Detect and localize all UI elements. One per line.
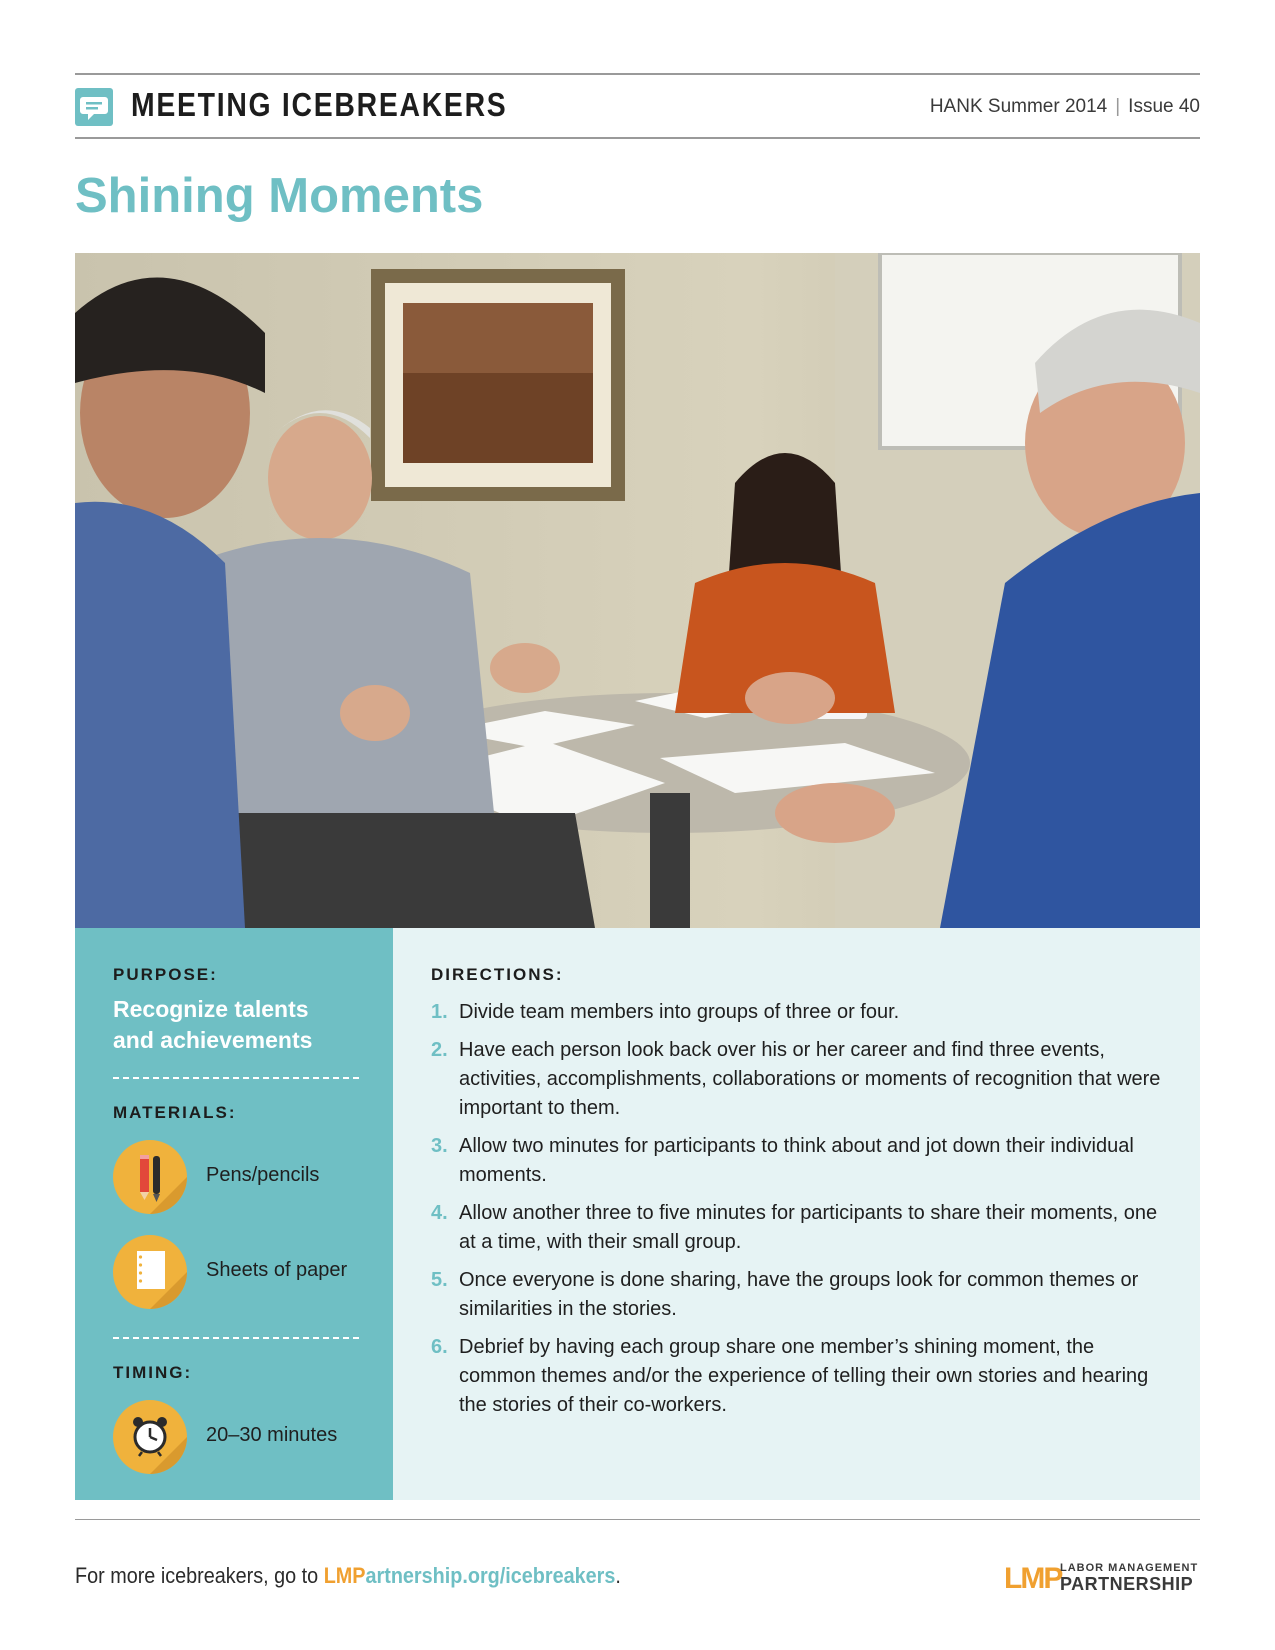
material-paper: Sheets of paper xyxy=(206,1259,348,1281)
list-item xyxy=(431,1132,1171,1190)
footer-rule xyxy=(75,1519,1200,1520)
purpose-label: PURPOSE: xyxy=(113,965,218,984)
step-number: 6. xyxy=(431,1336,448,1358)
directions-list xyxy=(431,998,1171,1429)
list-item xyxy=(431,1333,1171,1420)
step-number: 3. xyxy=(431,1135,448,1157)
list-item xyxy=(431,1266,1171,1324)
timing-label: TIMING: xyxy=(113,1363,193,1382)
step-text: Divide team members into groups of three or four. xyxy=(459,1001,900,1023)
footer-suffix: . xyxy=(615,1563,621,1588)
step-number: 2. xyxy=(431,1039,448,1061)
issue-info: HANK Summer 2014 | Issue 40 xyxy=(929,96,1200,117)
publication-name: HANK Summer 2014 xyxy=(929,96,1108,117)
list-item xyxy=(431,998,1171,1027)
alarm-clock-icon xyxy=(113,1400,187,1474)
pen-pencil-icon xyxy=(113,1140,187,1214)
step-number: 5. xyxy=(431,1269,448,1291)
timing-text: 20–30 minutes xyxy=(206,1424,338,1446)
purpose-line-1: Recognize talents xyxy=(113,996,309,1022)
purpose-line-2: and achievements xyxy=(113,1027,313,1053)
divider xyxy=(113,1077,359,1079)
footer-prefix: For more icebreakers, go to xyxy=(75,1563,324,1588)
list-item xyxy=(431,1036,1171,1123)
speech-bubble-icon xyxy=(75,88,113,126)
footer-link-lmp[interactable]: LMP xyxy=(323,1563,366,1588)
step-text: Allow two minutes for participants to think about and jot down their individual moments. xyxy=(459,1135,1134,1186)
logo-mark: LMP xyxy=(1004,1562,1062,1595)
step-text: Allow another three to five minutes for participants to share their moments, one at a time, with their small group. xyxy=(459,1202,1158,1253)
page-title: Shining Moments xyxy=(75,169,484,223)
material-pens: Pens/pencils xyxy=(206,1164,320,1186)
paper-sheet-icon xyxy=(113,1235,187,1309)
meeting-photo xyxy=(75,253,1200,928)
divider xyxy=(113,1337,359,1339)
purpose-text xyxy=(113,994,373,1056)
logo-line-2: PARTNERSHIP xyxy=(1060,1574,1194,1594)
footer-text xyxy=(75,1563,621,1589)
step-number: 1. xyxy=(431,1001,448,1023)
step-text: Have each person look back over his or her career and find three events, activities, accomplishments, collaborations or moments of recognition that were important to them. xyxy=(459,1039,1161,1119)
lmp-logo xyxy=(1004,1560,1200,1594)
issue-number: Issue 40 xyxy=(1128,96,1200,117)
footer-link-url[interactable]: artnership.org/icebreakers xyxy=(365,1563,616,1588)
step-text: Debrief by having each group share one member’s shining moment, the common themes and/or the experience of telling their own stories and hearing the stories of their co-workers. xyxy=(459,1336,1149,1416)
header-top-rule xyxy=(75,73,1200,75)
list-item xyxy=(431,1199,1171,1257)
step-number: 4. xyxy=(431,1202,448,1224)
header-bottom-rule xyxy=(75,137,1200,139)
directions-panel xyxy=(393,928,1200,1500)
logo-line-1: LABOR MANAGEMENT xyxy=(1060,1562,1199,1574)
section-title: MEETING ICEBREAKERS xyxy=(131,86,508,123)
info-sidebar xyxy=(75,928,393,1500)
step-text: Once everyone is done sharing, have the groups look for common themes or similarities in the stories. xyxy=(459,1269,1139,1320)
directions-label: DIRECTIONS: xyxy=(431,965,564,984)
materials-label: MATERIALS: xyxy=(113,1103,237,1122)
